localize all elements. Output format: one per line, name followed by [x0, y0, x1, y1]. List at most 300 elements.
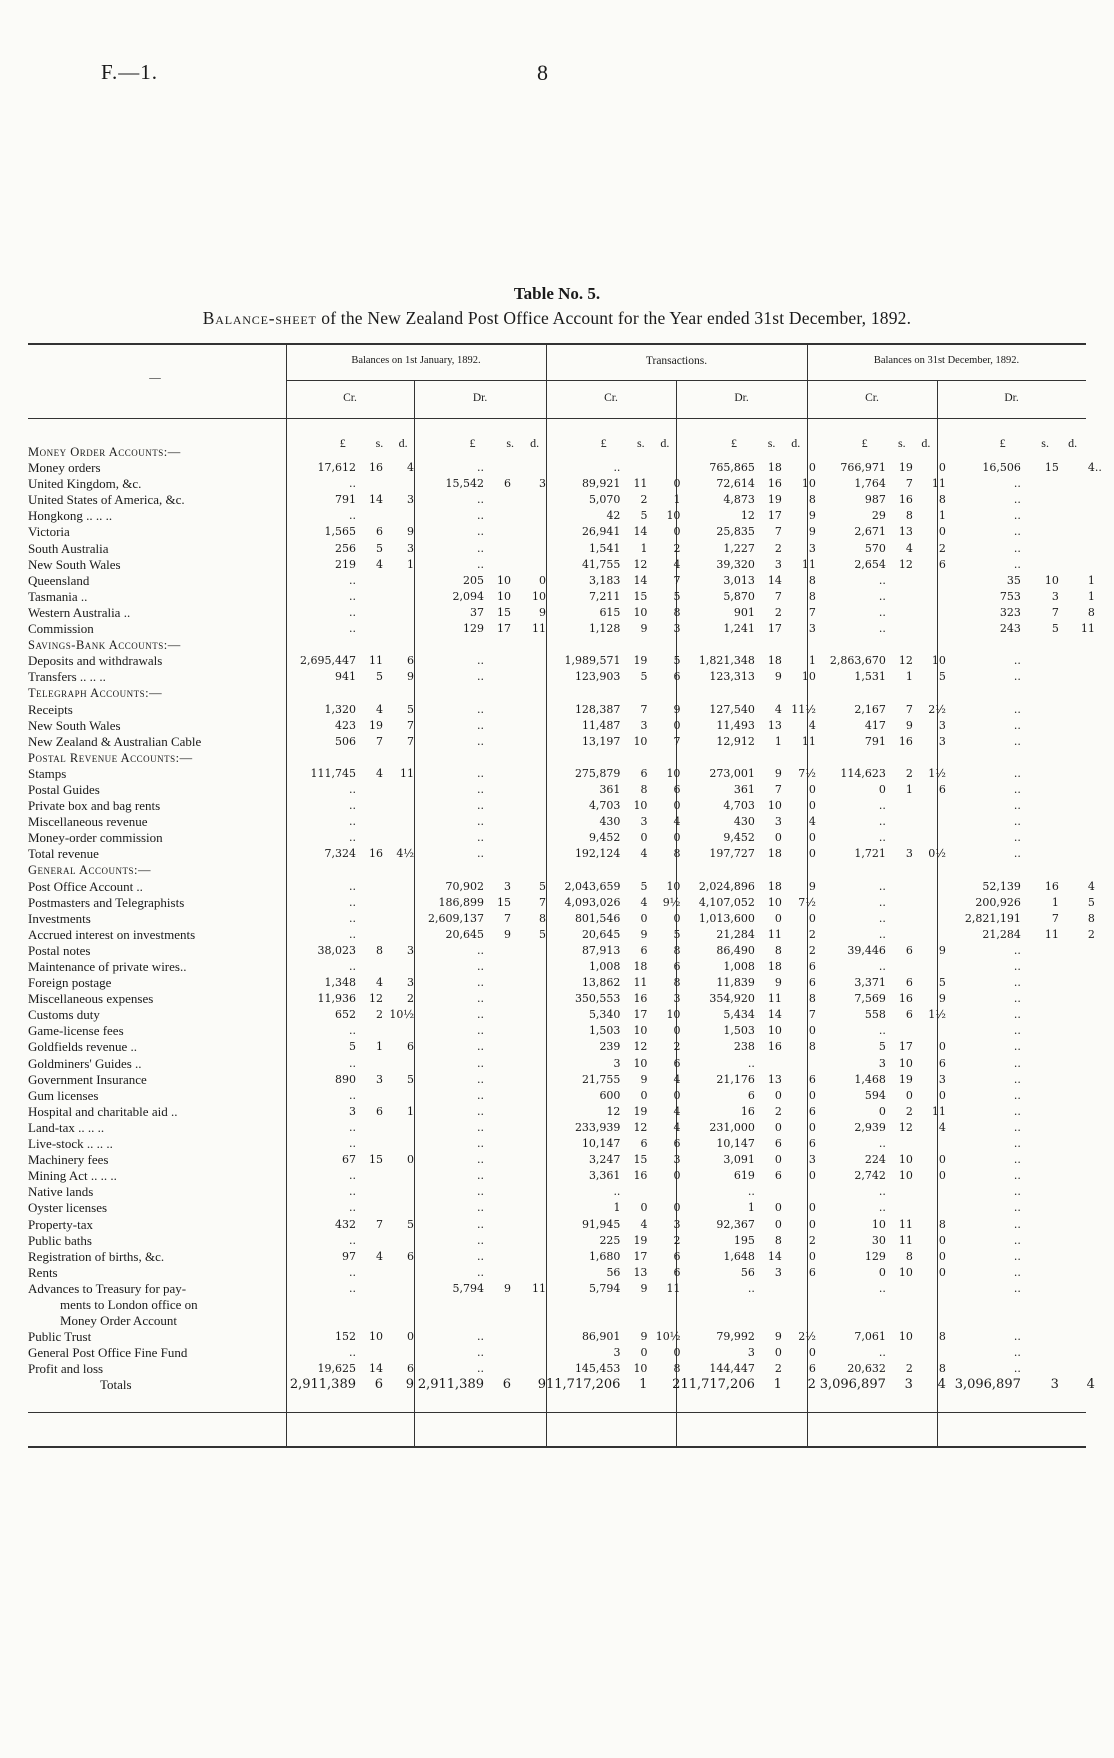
- pence-cell: 3: [808, 1153, 816, 1167]
- pence-cell: 3: [673, 992, 681, 1006]
- pence-cell: 0: [808, 782, 816, 796]
- empty-cell: [511, 734, 546, 750]
- nil-cell: ..: [1013, 525, 1021, 539]
- row-label-text: Private box and bag rents: [28, 798, 161, 814]
- pence-cell: 6: [673, 1137, 681, 1151]
- row-label-text: Foreign postage: [28, 975, 112, 991]
- empty-cell: [414, 637, 484, 653]
- pounds-cell: 753: [999, 589, 1021, 603]
- pounds-cell: 1,503: [723, 1024, 755, 1038]
- pence-cell: 6: [673, 1056, 681, 1070]
- pence-cell: 4: [673, 1104, 681, 1118]
- empty-cell: [286, 750, 356, 766]
- pence-cell: 0: [673, 477, 681, 491]
- pence-cell: 6: [808, 960, 816, 973]
- shillings-cell: 9: [640, 1281, 648, 1295]
- empty-cell: [886, 927, 913, 943]
- nil-cell: ..: [349, 895, 356, 909]
- shillings-cell: 10: [767, 1024, 782, 1038]
- empty-cell: [511, 702, 546, 718]
- pounds-cell: 123,313: [709, 670, 755, 684]
- empty-cell: [1059, 1217, 1095, 1233]
- empty-cell: [383, 589, 414, 605]
- empty-cell: [484, 718, 511, 734]
- shillings-cell: 19: [767, 493, 782, 507]
- empty-cell: [511, 830, 546, 846]
- nil-cell: ..: [1013, 831, 1021, 845]
- section-row: [28, 862, 1102, 878]
- nil-cell: ..: [1013, 1104, 1021, 1118]
- pence-cell: 2½: [798, 1330, 816, 1344]
- shillings-cell: 0: [640, 1201, 648, 1215]
- pence-cell: 6: [407, 1362, 414, 1376]
- row-label: [28, 879, 286, 895]
- shillings-cell: 14: [369, 493, 383, 507]
- empty-cell: [383, 1265, 414, 1281]
- pounds-cell: 11,839: [716, 976, 755, 990]
- pence-cell: 9: [407, 525, 414, 539]
- pounds-cell: 145,453: [574, 1362, 621, 1376]
- table-row: [28, 766, 1102, 782]
- empty-cell: [886, 1184, 913, 1200]
- empty-cell: [484, 1104, 511, 1120]
- pence-cell: 9: [407, 670, 414, 684]
- empty-cell: [383, 879, 414, 895]
- shillings-cell: 9: [640, 1072, 648, 1086]
- table-row: [28, 1072, 1102, 1088]
- pounds-cell: 361: [599, 782, 621, 796]
- empty-cell: [946, 1313, 1021, 1329]
- empty-cell: [620, 1313, 647, 1329]
- shillings-cell: 16: [369, 461, 383, 475]
- table-row: [28, 653, 1102, 669]
- pence-cell: 0: [539, 573, 546, 587]
- nil-cell: ..: [349, 911, 356, 925]
- pounds-cell: 30: [871, 1233, 886, 1247]
- table-row: [28, 1120, 1102, 1136]
- shillings-cell: 11: [767, 927, 782, 941]
- nil-cell: ..: [349, 831, 356, 845]
- shillings-cell: 3: [504, 879, 511, 893]
- shillings-cell: 1: [905, 782, 913, 796]
- shillings-cell: 18: [767, 654, 782, 668]
- pence-cell: 6: [808, 1265, 816, 1279]
- empty-cell: [1021, 637, 1059, 653]
- table-row: [28, 991, 1102, 1007]
- nil-cell: ..: [477, 1233, 484, 1247]
- pounds-cell: 600: [599, 1088, 621, 1102]
- empty-cell: [1021, 524, 1059, 540]
- unit-label: d.: [791, 436, 801, 450]
- empty-cell: [680, 1313, 754, 1329]
- pence-cell: 3: [673, 1153, 681, 1167]
- shillings-cell: 7: [774, 782, 782, 796]
- pence-cell: 0: [673, 911, 681, 925]
- empty-cell: [1059, 975, 1095, 991]
- nil-cell: ..: [1013, 702, 1021, 716]
- row-label-text: Gum licenses: [28, 1087, 99, 1103]
- row-label: [28, 734, 286, 750]
- empty-cell: [886, 605, 913, 621]
- sub-header-cr: Cr.: [604, 392, 618, 404]
- empty-cell: [680, 1297, 754, 1313]
- pence-cell: 0: [808, 1120, 816, 1134]
- row-label: ments to London office on: [60, 1296, 198, 1312]
- pounds-cell: 766,971: [840, 461, 886, 475]
- nil-cell: ..: [349, 477, 356, 491]
- unit-label: £: [600, 436, 607, 450]
- pence-cell: 0: [673, 525, 681, 539]
- shillings-cell: 7: [774, 525, 782, 539]
- empty-cell: [356, 1200, 383, 1216]
- empty-cell: [383, 830, 414, 846]
- shillings-cell: 18: [633, 960, 648, 973]
- shillings-cell: 13: [767, 1072, 782, 1086]
- empty-cell: [484, 1136, 511, 1152]
- shillings-cell: 11: [1044, 927, 1059, 941]
- pounds-cell: 361: [733, 782, 755, 796]
- nil-cell: ..: [878, 1137, 886, 1151]
- shillings-cell: 17: [497, 622, 511, 636]
- empty-cell: [484, 637, 511, 653]
- empty-cell: [511, 782, 546, 798]
- empty-cell: [647, 862, 680, 878]
- pounds-cell: 52,139: [982, 879, 1021, 893]
- row-label-text: Hospital and charitable aid ..: [28, 1103, 178, 1119]
- table-row: [28, 557, 1102, 573]
- shillings-cell: 12: [898, 1120, 913, 1134]
- empty-cell: [913, 1136, 946, 1152]
- pounds-cell: 3: [613, 1346, 621, 1360]
- pounds-cell: 1,008: [723, 960, 755, 973]
- pence-cell: 10: [801, 477, 816, 491]
- row-label-text: Miscellaneous expenses: [28, 991, 154, 1007]
- empty-cell: [1059, 685, 1095, 701]
- pounds-cell: 1,764: [854, 477, 886, 491]
- pounds-cell: 1,541: [588, 541, 621, 555]
- row-label: [28, 1039, 286, 1055]
- empty-cell: [511, 1072, 546, 1088]
- pounds-cell: 92,367: [716, 1217, 755, 1231]
- empty-cell: [1021, 766, 1059, 782]
- row-label-text: Customs duty: [28, 1007, 100, 1023]
- empty-cell: [383, 605, 414, 621]
- shillings-cell: 10: [369, 1330, 383, 1344]
- section-heading: Money Order Accounts:—: [28, 445, 181, 459]
- shillings-cell: 6: [376, 525, 383, 539]
- table-row: [28, 1313, 1102, 1329]
- empty-cell: [484, 1007, 511, 1023]
- empty-cell: [913, 621, 946, 637]
- nil-cell: ..: [1013, 766, 1021, 780]
- row-label: [28, 798, 286, 814]
- stub-header: —: [149, 372, 161, 384]
- pence-cell: 0: [673, 831, 681, 845]
- table-row: [28, 975, 1102, 991]
- row-label-text: United States of America, &c.: [28, 492, 185, 508]
- pounds-cell: 1,348: [324, 976, 356, 990]
- nil-cell: ..: [477, 960, 484, 973]
- section-heading: Postal Revenue Accounts:—: [28, 750, 193, 765]
- nil-cell: ..: [477, 1249, 484, 1263]
- nil-cell: ..: [1013, 1008, 1021, 1022]
- nil-cell: ..: [878, 831, 886, 845]
- shillings-cell: 7: [774, 589, 782, 603]
- empty-cell: [484, 782, 511, 798]
- empty-cell: [680, 750, 754, 766]
- nil-cell: ..: [477, 1056, 484, 1070]
- shillings-cell: 0: [640, 1346, 648, 1360]
- shillings-cell: 18: [767, 879, 782, 893]
- empty-cell: [886, 589, 913, 605]
- empty-cell: [1059, 1152, 1095, 1168]
- pounds-cell: 2,939: [854, 1120, 886, 1134]
- empty-cell: [1021, 508, 1059, 524]
- empty-cell: [383, 911, 414, 927]
- total-pounds: 11,717,206: [546, 1377, 621, 1393]
- shillings-cell: 3: [640, 815, 648, 829]
- row-label: [28, 541, 286, 557]
- pounds-cell: 2,024,896: [698, 879, 755, 893]
- empty-cell: [1021, 830, 1059, 846]
- shillings-cell: 17: [767, 622, 782, 636]
- unit-label: £: [999, 436, 1006, 450]
- pounds-cell: 2,863,670: [829, 654, 886, 668]
- row-label-text: Western Australia ..: [28, 604, 131, 620]
- nil-cell: ..: [878, 960, 886, 973]
- empty-cell: [1059, 1056, 1095, 1072]
- row-label-text: Property-tax: [28, 1216, 93, 1232]
- shillings-cell: 13: [898, 525, 913, 539]
- pounds-cell: 200,926: [975, 895, 1021, 909]
- pounds-cell: 20,632: [847, 1362, 886, 1376]
- shillings-cell: 10: [497, 573, 511, 587]
- nil-cell: ..: [1013, 847, 1021, 861]
- pence-cell: 5: [1087, 895, 1095, 909]
- shillings-cell: 6: [640, 943, 648, 957]
- empty-cell: [484, 1297, 511, 1313]
- shillings-cell: 8: [905, 1249, 913, 1263]
- empty-cell: [383, 1023, 414, 1039]
- nil-cell: ..: [349, 960, 356, 973]
- shillings-cell: 7: [1051, 605, 1059, 619]
- empty-cell: [511, 637, 546, 653]
- row-label: [28, 1023, 286, 1039]
- pence-cell: 2: [808, 927, 816, 941]
- pence-cell: 4: [808, 718, 816, 732]
- pounds-cell: 3,361: [588, 1169, 621, 1183]
- shillings-cell: 0: [640, 831, 648, 845]
- pence-cell: 10: [801, 670, 816, 684]
- total-shillings: 6: [502, 1377, 511, 1393]
- total-shillings: 6: [374, 1377, 383, 1393]
- empty-cell: [356, 1120, 383, 1136]
- nil-cell: ..: [1013, 1153, 1021, 1167]
- pounds-cell: 35: [1006, 573, 1021, 587]
- row-label-text: Stamps: [28, 765, 67, 781]
- nil-cell: ..: [349, 1281, 356, 1295]
- empty-cell: [511, 1249, 546, 1265]
- pounds-cell: 354,920: [709, 992, 755, 1006]
- table-row: [28, 1104, 1102, 1120]
- totals-row: [28, 1377, 1102, 1393]
- shillings-cell: 10: [1044, 573, 1059, 587]
- empty-cell: [1059, 1200, 1095, 1216]
- empty-cell: [1059, 1329, 1095, 1345]
- empty-cell: [511, 718, 546, 734]
- empty-cell: [1021, 1152, 1059, 1168]
- empty-cell: [356, 862, 383, 878]
- pence-cell: 7: [407, 734, 414, 748]
- shillings-cell: 4: [376, 976, 383, 990]
- empty-cell: [782, 685, 816, 701]
- empty-cell: [356, 1056, 383, 1072]
- pence-cell: 8: [673, 847, 681, 861]
- shillings-cell: 5: [640, 670, 648, 684]
- pounds-cell: 89,921: [581, 477, 621, 491]
- empty-cell: [1059, 1265, 1095, 1281]
- table-row: [28, 589, 1102, 605]
- row-label: [28, 1281, 286, 1297]
- empty-cell: [484, 1039, 511, 1055]
- empty-cell: [414, 1313, 484, 1329]
- shillings-cell: 18: [767, 461, 782, 475]
- empty-cell: [1059, 1233, 1095, 1249]
- shillings-cell: 5: [376, 541, 383, 555]
- empty-cell: [913, 830, 946, 846]
- pence-cell: 2½: [928, 702, 946, 716]
- table-row: [28, 1088, 1102, 1104]
- shillings-cell: 14: [767, 573, 782, 587]
- nil-cell: ..: [1013, 493, 1021, 507]
- group-header-closing: Balances on 31st December, 1892.: [873, 355, 1020, 366]
- shillings-cell: 10: [633, 1024, 648, 1038]
- empty-cell: [1059, 959, 1095, 975]
- row-label-text: United Kingdom, &c.: [28, 476, 142, 492]
- pence-cell: 2: [808, 1233, 816, 1247]
- row-label: [28, 911, 286, 927]
- nil-cell: ..: [477, 493, 484, 507]
- empty-cell: [680, 862, 754, 878]
- pence-cell: 6: [673, 1249, 681, 1263]
- pence-cell: 8: [673, 976, 681, 990]
- pence-cell: 11: [400, 766, 414, 780]
- pence-cell: 6: [673, 960, 681, 973]
- table-row: [28, 1056, 1102, 1072]
- empty-cell: [383, 444, 414, 460]
- pounds-cell: 430: [733, 815, 755, 829]
- shillings-cell: 9: [774, 670, 782, 684]
- nil-cell: ..: [878, 605, 886, 619]
- nil-cell: ..: [1013, 734, 1021, 748]
- empty-cell: [1021, 959, 1059, 975]
- empty-cell: [816, 685, 886, 701]
- table-row: [28, 782, 1102, 798]
- empty-cell: [356, 1168, 383, 1184]
- pence-cell: 0: [673, 1346, 681, 1360]
- pence-cell: 7½: [798, 766, 816, 780]
- row-label-text: Tasmania ..: [28, 588, 88, 604]
- shillings-cell: 9: [504, 927, 511, 941]
- empty-cell: [1059, 846, 1095, 862]
- total-pence: 2: [807, 1377, 816, 1393]
- empty-cell: [511, 1184, 546, 1200]
- pounds-cell: 1,468: [854, 1072, 886, 1086]
- nil-cell: ..: [477, 509, 484, 523]
- pounds-cell: 5,340: [588, 1008, 621, 1022]
- empty-cell: [647, 685, 680, 701]
- empty-cell: [913, 911, 946, 927]
- empty-cell: [383, 685, 414, 701]
- table-row: [28, 734, 1102, 750]
- pence-cell: 0: [808, 1217, 816, 1231]
- nil-cell: ..: [1013, 992, 1021, 1006]
- pounds-cell: 56: [606, 1265, 621, 1279]
- nil-cell: ..: [349, 589, 356, 603]
- pounds-cell: 5: [349, 1040, 356, 1054]
- pence-cell: 2: [808, 943, 816, 957]
- empty-cell: [484, 1233, 511, 1249]
- pounds-cell: 9,452: [723, 831, 755, 845]
- shillings-cell: 17: [898, 1040, 913, 1054]
- row-label: [28, 1168, 286, 1184]
- pounds-cell: 7,211: [588, 589, 621, 603]
- pence-cell: 2: [673, 1040, 681, 1054]
- pence-cell: 8: [673, 1362, 681, 1376]
- empty-cell: [356, 1345, 383, 1361]
- empty-cell: [1059, 1136, 1095, 1152]
- shillings-cell: 1: [905, 670, 913, 684]
- row-label: [28, 702, 286, 718]
- shillings-cell: 2: [774, 1104, 782, 1118]
- pounds-cell: 1,241: [723, 622, 755, 636]
- empty-cell: [1021, 1023, 1059, 1039]
- shillings-cell: 0: [774, 1120, 782, 1134]
- row-label-text: Hongkong .. .. ..: [28, 508, 113, 524]
- pounds-cell: 6: [747, 1088, 755, 1102]
- empty-cell: [1021, 798, 1059, 814]
- empty-cell: [511, 1152, 546, 1168]
- shillings-cell: 14: [767, 1249, 782, 1263]
- title-rest: of the New Zealand Post Office Account for the Year ended 31st December, 1892.: [316, 308, 912, 328]
- row-label-text: Native lands: [28, 1184, 94, 1200]
- empty-cell: [1059, 1184, 1095, 1200]
- pounds-cell: 11,936: [317, 992, 356, 1006]
- pence-cell: 4: [673, 557, 681, 571]
- row-label-text: Goldfields revenue ..: [28, 1039, 138, 1055]
- pence-cell: 10½: [389, 1008, 414, 1022]
- shillings-cell: 11: [633, 976, 648, 990]
- row-label-text: Government Insurance: [28, 1071, 147, 1087]
- pence-cell: 3: [539, 477, 546, 491]
- empty-cell: [484, 1072, 511, 1088]
- shillings-cell: 10: [898, 1056, 913, 1070]
- table-row: [28, 1249, 1102, 1265]
- pence-cell: 5: [539, 927, 546, 941]
- empty-cell: [1059, 653, 1095, 669]
- empty-cell: [414, 444, 484, 460]
- pence-cell: 1: [1087, 589, 1095, 603]
- shillings-cell: 1: [1051, 895, 1059, 909]
- pounds-cell: 21,284: [716, 927, 755, 941]
- pounds-cell: 5,794: [588, 1281, 621, 1295]
- table-row: [28, 524, 1102, 540]
- empty-cell: [1059, 798, 1095, 814]
- empty-cell: [946, 685, 1021, 701]
- pounds-cell: 79,992: [716, 1330, 755, 1344]
- pence-cell: 5: [407, 1217, 414, 1231]
- nil-cell: ..: [878, 1281, 886, 1295]
